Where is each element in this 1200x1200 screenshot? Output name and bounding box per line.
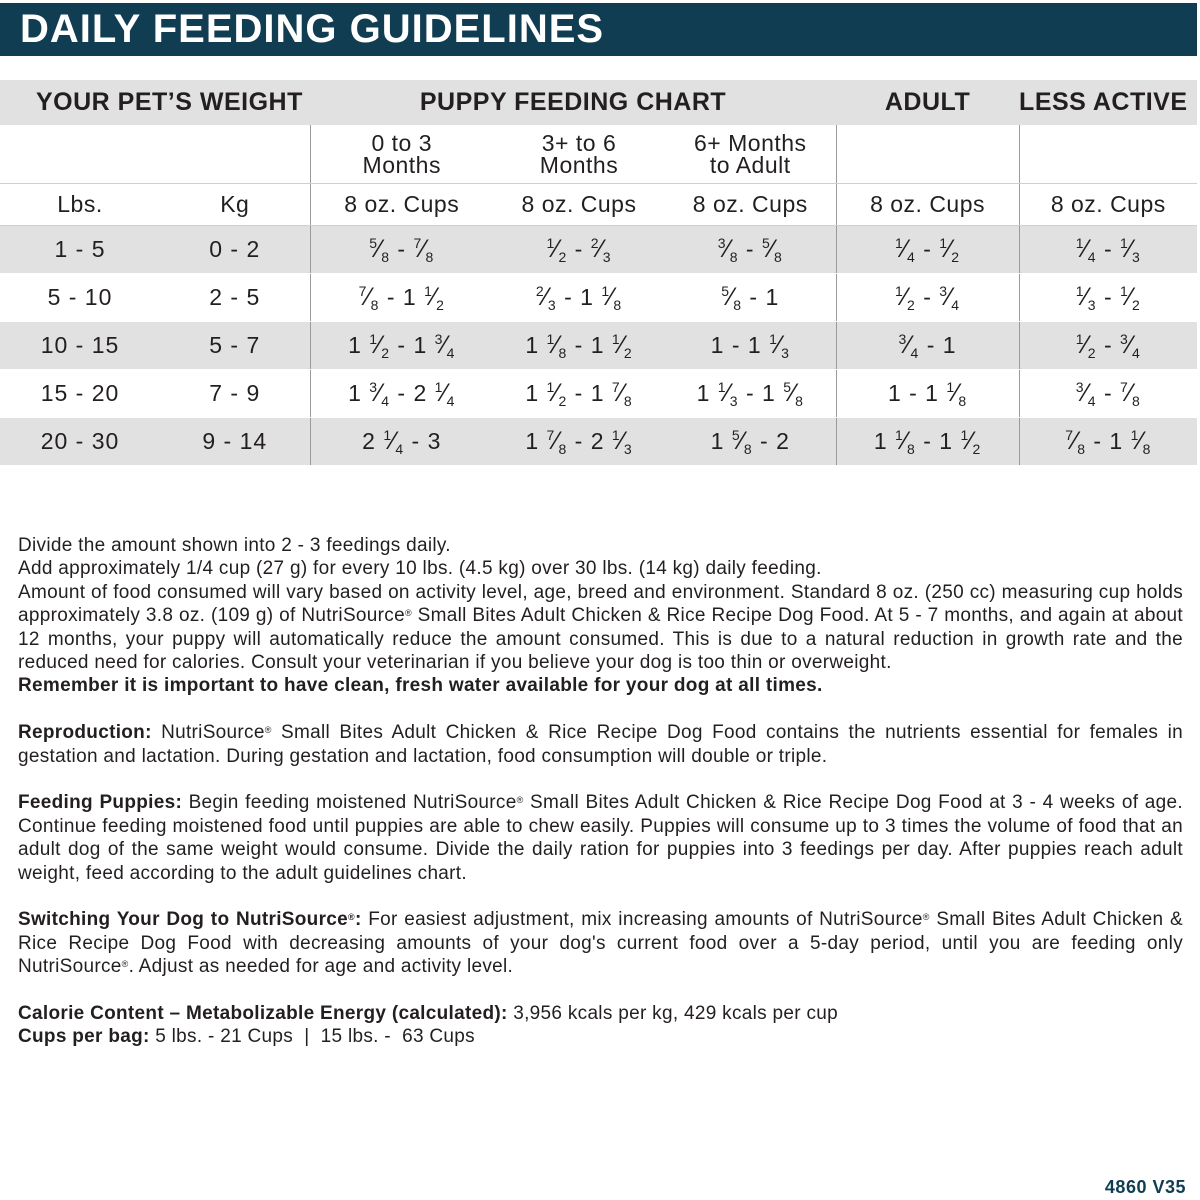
registered-mark: ®: [404, 608, 412, 619]
note-cups-per-bag: Cups per bag: 5 lbs. - 21 Cups | 15 lbs. - 63 Cups: [18, 1026, 475, 1048]
cups-6-months-adult: $^3⁄_8$ - $^5⁄_8$: [665, 225, 836, 273]
chart-body: [0, 225, 1197, 465]
table-row: [0, 417, 1197, 465]
fraction: $^1⁄_3$: [769, 330, 790, 361]
cups-3-6-months: $^1⁄_2$ - $^2⁄_3$: [493, 225, 665, 273]
header-weight: YOUR PET’S WEIGHT: [36, 88, 303, 116]
registered-mark: ®: [348, 912, 355, 923]
note-add: Add approximately 1/4 cup (27 g) for every 10 lbs. (4.5 kg) over 30 lbs. (14 kg) daily feeding.: [18, 558, 822, 580]
unit-lbs: Lbs.: [0, 183, 160, 225]
cups-0-3-months: 1 $^3⁄_4 - 2$ $^1⁄_4$: [310, 369, 493, 417]
fraction: $^1⁄_4$: [434, 378, 456, 409]
note-amount: Amount of food consumed will vary based on activity level, age, breed and environment. Standard 8 oz. (250 cc) measuring cup holds approximately 3.8 oz. (109 g) of NutriSource® Small Bites Adult Chicken & Rice Recipe Dog Food. At 5 - 7 months, and again at about 12 months, your puppy will automatically reduce the amount consumed. This is due to a natural reduction in growth rate and the reduced need for calories. Consult your veterinarian if you believe your dog is too thin or overweight.: [18, 581, 1184, 674]
weight-kg: 9 - 14: [160, 417, 310, 465]
registered-mark: ®: [264, 725, 272, 736]
fraction: $^5⁄_8$: [762, 234, 783, 265]
fraction: $^1⁄_2$: [546, 378, 568, 409]
age-adult-blank: [836, 125, 1019, 183]
cups-less-active: $^1⁄_3$ - $^1⁄_2$: [1019, 273, 1197, 321]
cups-less-active: $^7⁄_8 - 1$ $^1⁄_8$: [1019, 417, 1197, 465]
cups-less-active: $^3⁄_4$ - $^7⁄_8$: [1019, 369, 1197, 417]
fraction: $^5⁄_8$: [721, 282, 743, 313]
weight-lbs: 20 - 30: [0, 417, 160, 465]
age-subheader-row: [0, 125, 1197, 183]
cups-6-months-adult: $^5⁄_8 - 1$: [665, 273, 836, 321]
fraction: $^7⁄_8$: [413, 234, 435, 265]
fraction: $^1⁄_2$: [1075, 330, 1097, 361]
fraction: $^1⁄_2$: [546, 234, 568, 265]
unit-cups: 8 oz. Cups: [493, 183, 665, 225]
chart-header-row: [0, 80, 1197, 125]
cups-less-active: $^1⁄_2$ - $^3⁄_4$: [1019, 321, 1197, 369]
cups-adult: $^1⁄_2$ - $^3⁄_4$: [836, 273, 1019, 321]
age-0-3-months: 0 to 3 Months: [310, 125, 493, 183]
cups-adult: $^1⁄_4$ - $^1⁄_2$: [836, 225, 1019, 273]
cups-0-3-months: 2 $^1⁄_4 - 3$: [310, 417, 493, 465]
registered-mark: ®: [922, 912, 930, 923]
table-row: [0, 321, 1197, 369]
fraction: $^1⁄_8$: [601, 282, 623, 313]
fraction: $^1⁄_8$: [895, 426, 916, 457]
fraction: $^7⁄_8$: [1065, 426, 1086, 457]
header-puppy-chart: PUPPY FEEDING CHART: [419, 88, 727, 116]
fraction: $^1⁄_4$: [383, 426, 405, 457]
unit-cups: 8 oz. Cups: [1019, 183, 1197, 225]
fraction: $^3⁄_4$: [939, 282, 961, 313]
fraction: $^7⁄_8$: [1120, 378, 1141, 409]
fraction: $^1⁄_8$: [1130, 426, 1152, 457]
age-3-6-months: 3+ to 6 Months: [493, 125, 665, 183]
note-reproduction: Reproduction: NutriSource® Small Bites Adult Chicken & Rice Recipe Dog Food contains the nutrients essential for females in gestation and lactation. During gestation and lactation, food consumption will double or triple.: [18, 722, 1183, 767]
cups-0-3-months: $^5⁄_8$ - $^7⁄_8$: [310, 225, 493, 273]
cups-adult: $^3⁄_4 - 1$: [836, 321, 1019, 369]
weight-lbs: 1 - 5: [0, 225, 160, 273]
fraction: $^1⁄_2$: [424, 282, 445, 313]
fraction: $^3⁄_4$: [898, 330, 920, 361]
registered-mark: ®: [121, 959, 129, 970]
cups-0-3-months: $^7⁄_8 - 1$ $^1⁄_2$: [310, 273, 493, 321]
fraction: $^7⁄_8$: [358, 282, 380, 313]
fraction: $^3⁄_8$: [717, 234, 739, 265]
fraction: $^1⁄_2$: [1120, 282, 1141, 313]
fraction: $^1⁄_2$: [369, 330, 391, 361]
cups-3-6-months: 1 $^1⁄_2 - 1$ $^7⁄_8$: [493, 369, 665, 417]
cups-6-months-adult: 1 $^5⁄_8 - 2$: [665, 417, 836, 465]
table-row: [0, 369, 1197, 417]
fraction: $^1⁄_3$: [717, 378, 739, 409]
fraction: $^3⁄_4$: [369, 378, 391, 409]
feeding-chart-table: [0, 80, 1197, 466]
fraction: $^3⁄_4$: [1120, 330, 1141, 361]
feeding-notes: [18, 534, 1183, 1049]
fraction: $^2⁄_3$: [535, 282, 557, 313]
page-title: DAILY FEEDING GUIDELINES: [20, 7, 605, 51]
weight-kg: 2 - 5: [160, 273, 310, 321]
fraction: $^1⁄_2$: [939, 234, 961, 265]
weight-kg: 7 - 9: [160, 369, 310, 417]
weight-kg: 5 - 7: [160, 321, 310, 369]
cups-6-months-adult: 1 - 1 $^1⁄_3$: [665, 321, 836, 369]
fraction: $^1⁄_3$: [611, 426, 633, 457]
fraction: $^1⁄_3$: [1120, 234, 1141, 265]
note-switching: Switching Your Dog to NutriSource®: For easiest adjustment, mix increasing amounts of NutriSource® Small Bites Adult Chicken & Rice Recipe Dog Food with decreasing amounts of your dog's current food over a 5-day period, until you are feeding only NutriSource®. Adjust as needed for age and activity level.: [18, 909, 1183, 978]
weight-lbs: 15 - 20: [0, 369, 160, 417]
cups-3-6-months: $^2⁄_3 - 1$ $^1⁄_8$: [493, 273, 665, 321]
units-row: [0, 183, 1197, 225]
note-divide: Divide the amount shown into 2 - 3 feedings daily.: [18, 535, 451, 556]
product-code: 4860 V35: [1104, 1177, 1186, 1197]
registered-mark: ®: [516, 795, 524, 806]
fraction: $^2⁄_3$: [590, 234, 612, 265]
fraction: $^1⁄_4$: [895, 234, 916, 265]
fraction: $^1⁄_8$: [946, 378, 968, 409]
weight-lbs: 10 - 15: [0, 321, 160, 369]
note-feeding-puppies: Feeding Puppies: Begin feeding moistened NutriSource® Small Bites Adult Chicken & Rice Recipe Dog Food at 3 - 4 weeks of age. Continue feeding moistened food until puppies are able to chew easily. Puppies will consume up to 3 times the volume of food that an adult dog of the same weight would consume. Divide the daily ration for puppies into 3 feedings per day. After puppies reach adult weight, feed according to the adult guidelines chart.: [18, 792, 1183, 884]
unit-cups: 8 oz. Cups: [665, 183, 836, 225]
fraction: $^3⁄_4$: [1075, 378, 1097, 409]
fraction: $^1⁄_2$: [960, 426, 982, 457]
fraction: $^5⁄_8$: [731, 426, 753, 457]
fraction: $^3⁄_4$: [434, 330, 456, 361]
age-less-active-blank: [1019, 125, 1197, 183]
note-water: Remember it is important to have clean, fresh water available for your dog at all times.: [18, 675, 823, 697]
fraction: $^7⁄_8$: [611, 378, 633, 409]
unit-cups: 8 oz. Cups: [310, 183, 493, 225]
age-blank: [0, 125, 310, 183]
age-6-months-adult: 6+ Months to Adult: [665, 125, 836, 183]
weight-lbs: 5 - 10: [0, 273, 160, 321]
fraction: $^1⁄_2$: [611, 330, 633, 361]
cups-3-6-months: 1 $^7⁄_8 - 2$ $^1⁄_3$: [493, 417, 665, 465]
cups-0-3-months: 1 $^1⁄_2 - 1$ $^3⁄_4$: [310, 321, 493, 369]
fraction: $^1⁄_2$: [895, 282, 916, 313]
fraction: $^1⁄_4$: [1075, 234, 1097, 265]
table-row: [0, 273, 1197, 321]
cups-less-active: $^1⁄_4$ - $^1⁄_3$: [1019, 225, 1197, 273]
table-row: [0, 225, 1197, 273]
unit-cups: 8 oz. Cups: [836, 183, 1019, 225]
cups-adult: 1 - 1 $^1⁄_8$: [836, 369, 1019, 417]
fraction: $^5⁄_8$: [783, 378, 804, 409]
header-less-active: LESS ACTIVE: [1019, 88, 1188, 116]
fraction: $^1⁄_3$: [1075, 282, 1097, 313]
title-banner: [0, 3, 1197, 56]
cups-6-months-adult: 1 $^1⁄_3 - 1$ $^5⁄_8$: [665, 369, 836, 417]
fraction: $^1⁄_8$: [546, 330, 568, 361]
fraction: $^7⁄_8$: [546, 426, 568, 457]
weight-kg: 0 - 2: [160, 225, 310, 273]
note-calorie-content: Calorie Content – Metabolizable Energy (calculated): 3,956 kcals per kg, 429 kcals per cup: [18, 1003, 838, 1025]
fraction: $^5⁄_8$: [369, 234, 391, 265]
header-adult: ADULT: [884, 88, 971, 116]
cups-adult: 1 $^1⁄_8 - 1$ $^1⁄_2$: [836, 417, 1019, 465]
unit-kg: Kg: [160, 183, 310, 225]
cups-3-6-months: 1 $^1⁄_8 - 1$ $^1⁄_2$: [493, 321, 665, 369]
